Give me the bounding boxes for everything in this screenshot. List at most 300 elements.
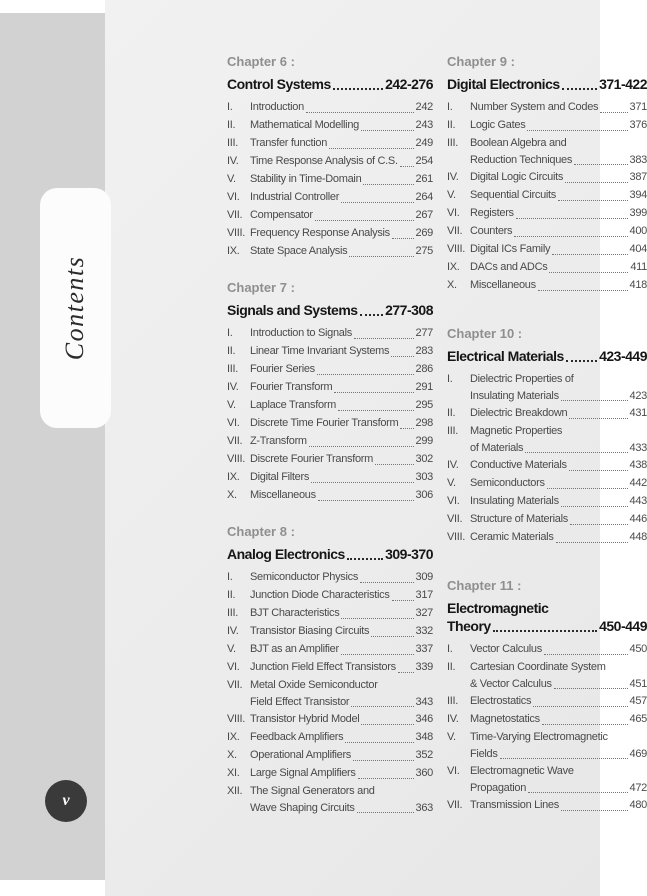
item-text: Logic Gates bbox=[470, 119, 526, 131]
item-text: Dielectric Breakdown bbox=[470, 407, 568, 419]
dot-leader bbox=[516, 218, 628, 219]
item-text: Ceramic Materials bbox=[470, 531, 554, 543]
item-text: State Space Analysis bbox=[250, 245, 348, 257]
toc-item-line bbox=[447, 370, 647, 388]
item-page-number: 249 bbox=[415, 137, 433, 149]
dot-leader bbox=[392, 238, 414, 239]
dot-leader bbox=[544, 654, 628, 655]
item-text: Transmission Lines bbox=[470, 799, 559, 811]
toc-item-line bbox=[447, 204, 647, 222]
chapter-title-row bbox=[447, 617, 647, 635]
toc-item-line bbox=[447, 98, 647, 116]
toc-item-line bbox=[447, 440, 647, 456]
item-numeral: IX. bbox=[227, 471, 240, 483]
item-page-number: 291 bbox=[415, 381, 433, 393]
item-numeral: X. bbox=[227, 489, 237, 501]
item-text: Fields bbox=[470, 748, 498, 760]
toc-item bbox=[227, 568, 433, 586]
toc-item-line bbox=[227, 450, 433, 468]
toc-item-line bbox=[227, 604, 433, 622]
item-numeral: IV. bbox=[447, 713, 459, 725]
item-numeral: II. bbox=[227, 589, 236, 601]
toc-item-line bbox=[227, 728, 433, 746]
page-number-text: v bbox=[62, 792, 70, 809]
toc-item bbox=[447, 240, 647, 258]
dot-leader bbox=[561, 810, 628, 811]
item-numeral: IV. bbox=[227, 155, 239, 167]
contents-tab bbox=[40, 188, 111, 428]
item-text: BJT Characteristics bbox=[250, 607, 340, 619]
toc-item-line bbox=[447, 710, 647, 728]
dot-leader bbox=[552, 254, 627, 255]
toc-item-line bbox=[227, 360, 433, 378]
item-numeral: V. bbox=[447, 731, 456, 743]
toc-item-line bbox=[447, 510, 647, 528]
chapter-page-range: 371-422 bbox=[599, 76, 647, 92]
toc-item bbox=[447, 370, 647, 404]
item-text: Mathematical Modelling bbox=[250, 119, 359, 131]
item-text: Stability in Time-Domain bbox=[250, 173, 362, 185]
toc-item-line bbox=[447, 388, 647, 404]
toc-item-line bbox=[227, 658, 433, 676]
item-page-number: 343 bbox=[415, 696, 433, 708]
item-text: The Signal Generators and bbox=[250, 785, 375, 797]
toc-item-line bbox=[447, 676, 647, 692]
dot-leader bbox=[566, 360, 597, 362]
item-numeral: VI. bbox=[227, 191, 240, 203]
toc-item-line bbox=[227, 432, 433, 450]
toc-item-line bbox=[227, 324, 433, 342]
item-numeral: VI. bbox=[227, 417, 240, 429]
item-text: Magnetic Properties bbox=[470, 425, 563, 437]
dot-leader bbox=[556, 542, 628, 543]
item-numeral: VIII. bbox=[227, 713, 246, 725]
item-numeral: V. bbox=[447, 189, 456, 201]
item-page-number: 295 bbox=[415, 399, 433, 411]
item-page-number: 411 bbox=[630, 261, 647, 273]
toc-item bbox=[227, 486, 433, 504]
item-page-number: 277 bbox=[415, 327, 433, 339]
item-numeral: I. bbox=[447, 373, 453, 385]
item-page-number: 383 bbox=[629, 154, 647, 166]
item-page-number: 283 bbox=[415, 345, 433, 357]
dot-leader bbox=[569, 470, 628, 471]
item-page-number: 309 bbox=[415, 571, 433, 583]
toc-item-line bbox=[227, 694, 433, 710]
toc-item bbox=[227, 640, 433, 658]
item-numeral: IV. bbox=[447, 459, 459, 471]
toc-item-line bbox=[227, 676, 433, 694]
toc-item bbox=[227, 116, 433, 134]
item-page-number: 431 bbox=[629, 407, 647, 419]
toc-item-line bbox=[447, 692, 647, 710]
dot-leader bbox=[360, 314, 384, 316]
chapter-block bbox=[227, 524, 433, 816]
dot-leader bbox=[375, 464, 414, 465]
item-numeral: VII. bbox=[227, 679, 243, 691]
dot-leader bbox=[315, 220, 414, 221]
dot-leader bbox=[549, 272, 628, 273]
dot-leader bbox=[341, 654, 414, 655]
dot-leader bbox=[358, 778, 414, 779]
toc-item bbox=[227, 170, 433, 188]
dot-leader bbox=[533, 706, 627, 707]
item-page-number: 348 bbox=[415, 731, 433, 743]
item-numeral: I. bbox=[227, 101, 233, 113]
item-page-number: 299 bbox=[415, 435, 433, 447]
item-text: Digital ICs Family bbox=[470, 243, 551, 255]
item-numeral: II. bbox=[447, 661, 456, 673]
dot-leader bbox=[528, 792, 628, 793]
item-text: Registers bbox=[470, 207, 514, 219]
item-text: Introduction to Signals bbox=[250, 327, 352, 339]
item-numeral: IV. bbox=[227, 625, 239, 637]
item-page-number: 450 bbox=[629, 643, 647, 655]
toc-item bbox=[227, 224, 433, 242]
item-page-number: 298 bbox=[415, 417, 433, 429]
toc-item bbox=[447, 762, 647, 796]
toc-item-line bbox=[227, 116, 433, 134]
item-text: Large Signal Amplifiers bbox=[250, 767, 356, 779]
left-band bbox=[0, 13, 105, 880]
dot-leader bbox=[354, 338, 414, 339]
toc-item-line bbox=[227, 134, 433, 152]
dot-leader bbox=[562, 88, 597, 90]
toc-item-line bbox=[227, 242, 433, 260]
item-page-number: 472 bbox=[629, 782, 647, 794]
toc-item bbox=[447, 710, 647, 728]
dot-leader bbox=[351, 706, 413, 707]
dot-leader bbox=[391, 356, 413, 357]
dot-leader bbox=[371, 636, 413, 637]
toc-item bbox=[447, 258, 647, 276]
chapter-page-range: 242-276 bbox=[385, 76, 433, 92]
toc-item-line bbox=[227, 486, 433, 504]
toc-item-line bbox=[447, 474, 647, 492]
toc-item-line bbox=[447, 186, 647, 204]
item-text: Digital Filters bbox=[250, 471, 310, 483]
item-page-number: 404 bbox=[629, 243, 647, 255]
toc-item bbox=[447, 186, 647, 204]
toc-item-line bbox=[227, 152, 433, 170]
item-page-number: 327 bbox=[415, 607, 433, 619]
item-text: Laplace Transform bbox=[250, 399, 336, 411]
item-text: Electromagnetic Wave bbox=[470, 765, 574, 777]
item-numeral: I. bbox=[227, 571, 233, 583]
item-numeral: II. bbox=[227, 119, 236, 131]
toc-item bbox=[447, 492, 647, 510]
item-text: Z-Transform bbox=[250, 435, 307, 447]
dot-leader bbox=[525, 452, 627, 453]
dot-leader bbox=[357, 812, 414, 813]
toc-item bbox=[227, 710, 433, 728]
chapter-title-text: Theory bbox=[447, 618, 491, 634]
item-page-number: 451 bbox=[629, 678, 647, 690]
item-text: Reduction Techniques bbox=[470, 154, 573, 166]
toc-item-line bbox=[227, 468, 433, 486]
item-numeral: IX. bbox=[227, 245, 240, 257]
item-page-number: 317 bbox=[415, 589, 433, 601]
toc-item bbox=[227, 378, 433, 396]
toc-item bbox=[227, 188, 433, 206]
toc-item-line bbox=[227, 396, 433, 414]
item-page-number: 399 bbox=[629, 207, 647, 219]
item-page-number: 423 bbox=[629, 390, 647, 402]
item-page-number: 261 bbox=[415, 173, 433, 185]
dot-leader bbox=[306, 112, 414, 113]
item-numeral: V. bbox=[447, 477, 456, 489]
item-page-number: 448 bbox=[629, 531, 647, 543]
item-text: of Materials bbox=[470, 442, 524, 454]
item-text: Semiconductor Physics bbox=[250, 571, 359, 583]
toc-item bbox=[447, 528, 647, 546]
dot-leader bbox=[353, 760, 414, 761]
chapter-block bbox=[227, 54, 433, 260]
chapter-title-row bbox=[227, 301, 433, 319]
item-text: Insulating Materials bbox=[470, 495, 559, 507]
item-numeral: VII. bbox=[447, 225, 463, 237]
item-page-number: 363 bbox=[415, 802, 433, 814]
toc-item-line bbox=[447, 168, 647, 186]
item-numeral: VII. bbox=[227, 435, 243, 447]
toc-item bbox=[227, 604, 433, 622]
toc-column-1 bbox=[227, 54, 433, 836]
item-numeral: III. bbox=[447, 425, 459, 437]
item-page-number: 269 bbox=[415, 227, 433, 239]
dot-leader bbox=[347, 558, 383, 560]
dot-leader bbox=[527, 130, 627, 131]
toc-item bbox=[227, 152, 433, 170]
dot-leader bbox=[561, 506, 628, 507]
item-text: Discrete Fourier Transform bbox=[250, 453, 374, 465]
dot-leader bbox=[317, 374, 414, 375]
dot-leader bbox=[565, 182, 628, 183]
item-page-number: 352 bbox=[415, 749, 433, 761]
item-numeral: II. bbox=[447, 407, 456, 419]
item-page-number: 465 bbox=[629, 713, 647, 725]
item-page-number: 371 bbox=[629, 101, 647, 113]
toc-item bbox=[447, 658, 647, 692]
item-page-number: 337 bbox=[415, 643, 433, 655]
chapter-title-text: Electrical Materials bbox=[447, 348, 564, 364]
item-text: Semiconductors bbox=[470, 477, 545, 489]
chapter-title-row bbox=[447, 75, 647, 93]
toc-item-line bbox=[227, 800, 433, 816]
item-numeral: VIII. bbox=[227, 453, 246, 465]
toc-item bbox=[227, 746, 433, 764]
chapter-block bbox=[447, 54, 647, 294]
item-page-number: 339 bbox=[415, 661, 433, 673]
item-page-number: 387 bbox=[629, 171, 647, 183]
chapter-page-range: 277-308 bbox=[385, 302, 433, 318]
toc-item bbox=[227, 782, 433, 816]
item-numeral: X. bbox=[447, 279, 457, 291]
item-text: Operational Amplifiers bbox=[250, 749, 352, 761]
item-page-number: 418 bbox=[629, 279, 647, 291]
item-text: Fourier Transform bbox=[250, 381, 333, 393]
toc-item-line bbox=[447, 422, 647, 440]
toc-item bbox=[227, 206, 433, 224]
dot-leader bbox=[318, 500, 414, 501]
chapter-block bbox=[227, 280, 433, 504]
item-text: Sequential Circuits bbox=[470, 189, 557, 201]
toc-item bbox=[227, 432, 433, 450]
dot-leader bbox=[500, 758, 628, 759]
item-numeral: IX. bbox=[227, 731, 240, 743]
chapter-label: Chapter 10 : bbox=[447, 326, 523, 341]
item-page-number: 267 bbox=[415, 209, 433, 221]
item-page-number: 446 bbox=[629, 513, 647, 525]
toc-item-line bbox=[447, 780, 647, 796]
item-page-number: 303 bbox=[415, 471, 433, 483]
item-numeral: III. bbox=[447, 695, 459, 707]
toc-item bbox=[447, 692, 647, 710]
toc-item bbox=[447, 98, 647, 116]
toc-item bbox=[227, 242, 433, 260]
item-numeral: III. bbox=[227, 607, 239, 619]
item-text: Miscellaneous bbox=[250, 489, 316, 501]
item-text: Fourier Series bbox=[250, 363, 315, 375]
chapter-page-range: 309-370 bbox=[385, 546, 433, 562]
toc-item-line bbox=[227, 640, 433, 658]
dot-leader bbox=[363, 184, 413, 185]
item-numeral: III. bbox=[227, 137, 239, 149]
item-text: Digital Logic Circuits bbox=[470, 171, 564, 183]
item-page-number: 442 bbox=[629, 477, 647, 489]
item-text: Insulating Materials bbox=[470, 390, 559, 402]
chapter-title-text: Analog Electronics bbox=[227, 546, 345, 562]
dot-leader bbox=[554, 688, 628, 689]
dot-leader bbox=[392, 600, 414, 601]
toc-item bbox=[447, 474, 647, 492]
item-page-number: 306 bbox=[415, 489, 433, 501]
item-text: Time Response Analysis of C.S. bbox=[250, 155, 398, 167]
item-numeral: I. bbox=[227, 327, 233, 339]
dot-leader bbox=[558, 200, 628, 201]
item-text: Conductive Materials bbox=[470, 459, 567, 471]
toc-item bbox=[227, 586, 433, 604]
toc-item-line bbox=[447, 762, 647, 780]
toc-item bbox=[447, 134, 647, 168]
chapter-title-text: Digital Electronics bbox=[447, 76, 560, 92]
item-numeral: VI. bbox=[447, 495, 460, 507]
item-page-number: 286 bbox=[415, 363, 433, 375]
item-page-number: 264 bbox=[415, 191, 433, 203]
item-text: Metal Oxide Semiconductor bbox=[250, 679, 378, 691]
toc-item-line bbox=[447, 658, 647, 676]
chapter-block bbox=[447, 578, 647, 814]
chapter-page-range: 423-449 bbox=[599, 348, 647, 364]
item-text: Vector Calculus bbox=[470, 643, 542, 655]
item-numeral: V. bbox=[227, 399, 236, 411]
item-numeral: VI. bbox=[447, 207, 460, 219]
chapter-label: Chapter 8 : bbox=[227, 524, 295, 539]
item-page-number: 394 bbox=[629, 189, 647, 201]
toc-item-line bbox=[227, 622, 433, 640]
dot-leader bbox=[574, 164, 628, 165]
item-numeral: VII. bbox=[447, 799, 463, 811]
item-numeral: II. bbox=[447, 119, 456, 131]
toc-item-line bbox=[447, 796, 647, 814]
toc-item-line bbox=[227, 188, 433, 206]
item-text: Boolean Algebra and bbox=[470, 137, 567, 149]
toc-item-line bbox=[447, 116, 647, 134]
toc-item bbox=[227, 764, 433, 782]
item-text: Compensator bbox=[250, 209, 313, 221]
toc-item-line bbox=[447, 240, 647, 258]
item-page-number: 275 bbox=[415, 245, 433, 257]
toc-item-line bbox=[227, 568, 433, 586]
dot-leader bbox=[547, 488, 628, 489]
item-numeral: I. bbox=[447, 101, 453, 113]
chapter-title-row bbox=[227, 545, 433, 563]
item-text: Time-Varying Electromagnetic bbox=[470, 731, 608, 743]
toc-item bbox=[447, 168, 647, 186]
chapter-title-text: Signals and Systems bbox=[227, 302, 358, 318]
dot-leader bbox=[345, 742, 413, 743]
item-text: & Vector Calculus bbox=[470, 678, 552, 690]
dot-leader bbox=[341, 202, 413, 203]
toc-item-line bbox=[227, 746, 433, 764]
toc-item-line bbox=[227, 98, 433, 116]
toc-item bbox=[227, 728, 433, 746]
item-numeral: VII. bbox=[227, 209, 243, 221]
toc-item bbox=[227, 468, 433, 486]
item-text: DACs and ADCs bbox=[470, 261, 548, 273]
toc-item bbox=[447, 116, 647, 134]
toc-item bbox=[227, 676, 433, 710]
item-page-number: 438 bbox=[629, 459, 647, 471]
item-numeral: VII. bbox=[447, 513, 463, 525]
toc-item bbox=[227, 658, 433, 676]
dot-leader bbox=[538, 290, 628, 291]
toc-item bbox=[227, 134, 433, 152]
dot-leader bbox=[334, 392, 413, 393]
toc-item-line bbox=[447, 456, 647, 474]
item-text: Discrete Time Fourier Transform bbox=[250, 417, 399, 429]
item-page-number: 243 bbox=[415, 119, 433, 131]
item-page-number: 254 bbox=[415, 155, 433, 167]
item-page-number: 302 bbox=[415, 453, 433, 465]
dot-leader bbox=[398, 672, 414, 673]
dot-leader bbox=[400, 166, 414, 167]
chapter-label: Chapter 6 : bbox=[227, 54, 295, 69]
toc-item bbox=[227, 622, 433, 640]
toc-item bbox=[447, 204, 647, 222]
item-text: Wave Shaping Circuits bbox=[250, 802, 355, 814]
item-text: Frequency Response Analysis bbox=[250, 227, 390, 239]
item-text: Propagation bbox=[470, 782, 527, 794]
item-numeral: VIII. bbox=[447, 531, 466, 543]
item-page-number: 360 bbox=[415, 767, 433, 779]
toc-item bbox=[447, 222, 647, 240]
dot-leader bbox=[400, 428, 413, 429]
toc-item bbox=[227, 414, 433, 432]
toc-item bbox=[227, 342, 433, 360]
toc-item-line bbox=[447, 492, 647, 510]
item-numeral: III. bbox=[447, 137, 459, 149]
toc-item-line bbox=[227, 224, 433, 242]
item-page-number: 469 bbox=[629, 748, 647, 760]
item-numeral: VI. bbox=[447, 765, 460, 777]
item-page-number: 376 bbox=[629, 119, 647, 131]
toc-item-line bbox=[447, 728, 647, 746]
item-numeral: IV. bbox=[227, 381, 239, 393]
toc-item-line bbox=[227, 764, 433, 782]
item-numeral: IV. bbox=[447, 171, 459, 183]
toc-item-line bbox=[447, 404, 647, 422]
chapter-label: Chapter 11 : bbox=[447, 578, 522, 593]
